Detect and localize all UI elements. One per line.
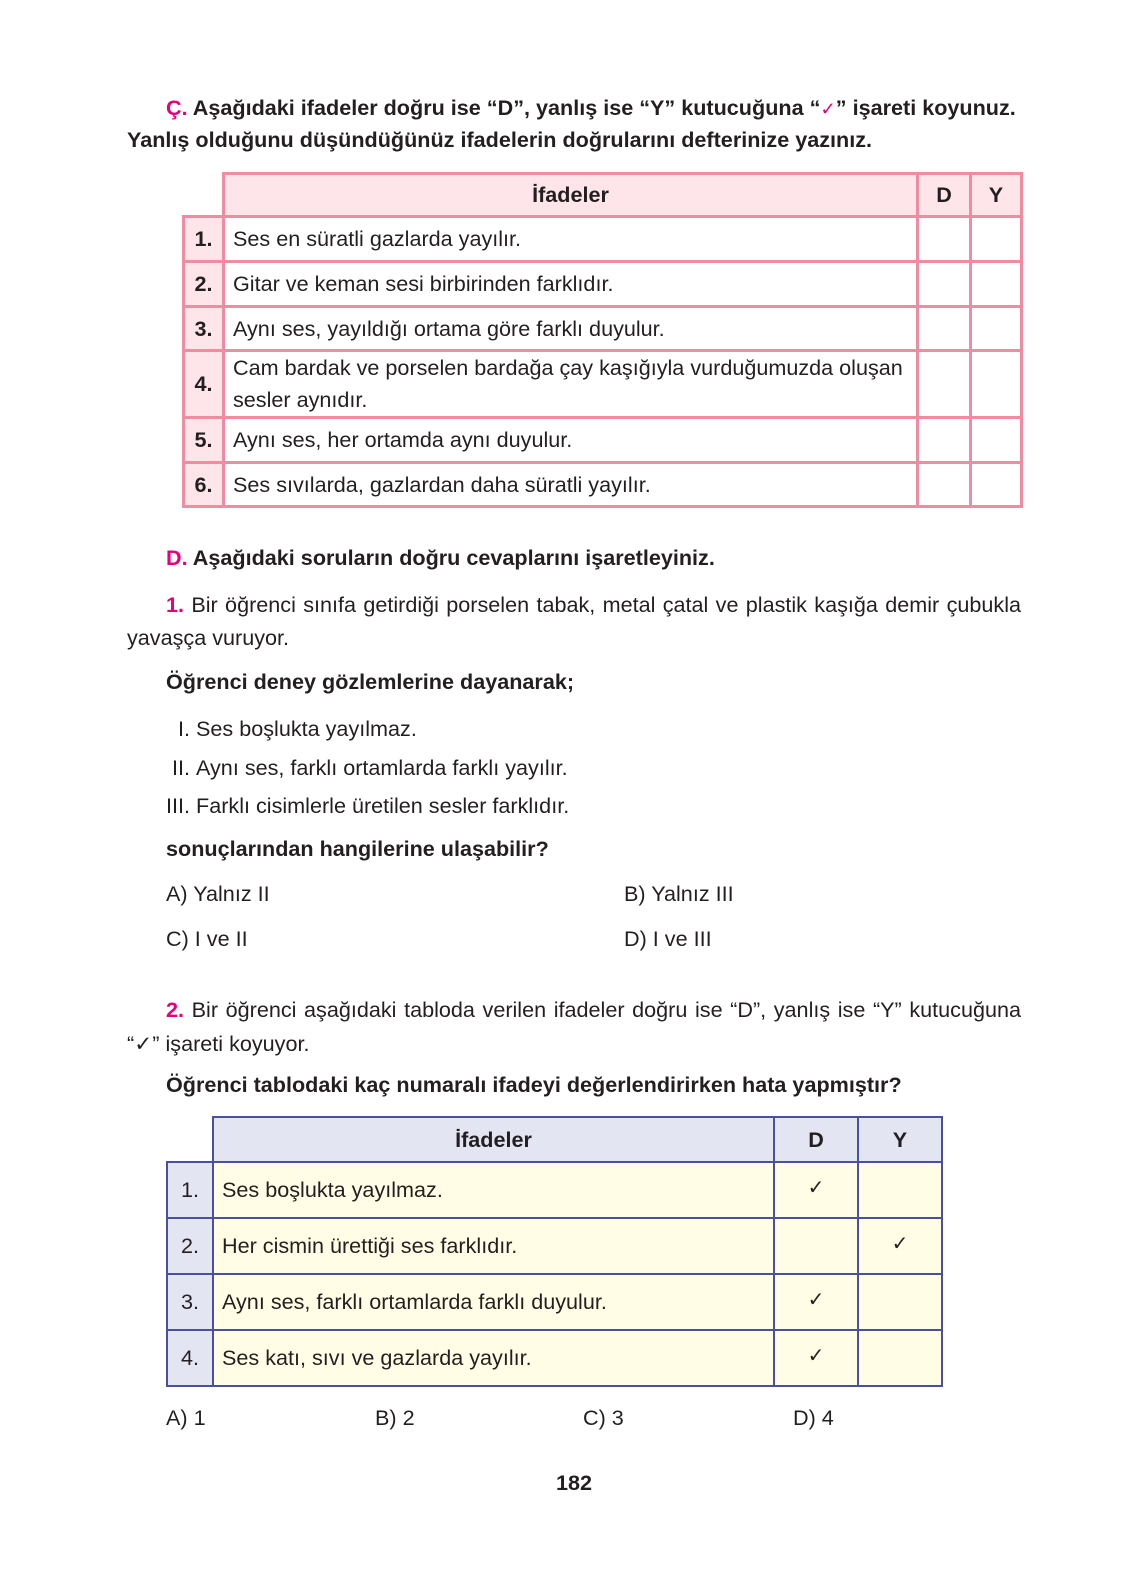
question-1-stem-line1 xyxy=(166,588,1021,621)
question-1-prompt: sonuçlarından hangilerine ulaşabilir? xyxy=(166,836,549,861)
true-false-statements-table xyxy=(182,172,1023,508)
check-mark-icon: ✓ xyxy=(774,1274,858,1330)
answer-box-d xyxy=(918,418,971,463)
answer-box-d xyxy=(918,217,971,262)
question-2-option-b: B) 2 xyxy=(375,1405,415,1430)
row-statement: Her cismin ürettiği ses farklıdır. xyxy=(213,1218,774,1274)
statement-text: Aynı ses, farklı ortamlarda farklı yayılır. xyxy=(196,755,568,780)
table1-row-2 xyxy=(184,262,1022,307)
table1-row-3 xyxy=(184,307,1022,351)
table2-header-statements: İfadeler xyxy=(213,1117,774,1162)
question-2-option-c: C) 3 xyxy=(583,1405,624,1430)
section-c-instruction-text-end: ” işareti koyunuz. xyxy=(835,95,1016,120)
check-mark-icon: ✓ xyxy=(774,1162,858,1218)
table1-row-1 xyxy=(184,217,1022,262)
question-1-option-a: A) Yalnız II xyxy=(166,881,270,906)
table1-header-row xyxy=(184,174,1022,217)
row-statement: Ses en süratli gazlarda yayılır. xyxy=(224,217,918,262)
table2-header-row xyxy=(167,1117,942,1162)
row-number: 3. xyxy=(184,307,224,351)
table2-header-y: Y xyxy=(858,1117,942,1162)
answer-box-y xyxy=(971,418,1022,463)
row-number: 4. xyxy=(167,1330,213,1386)
row-statement: Ses katı, sıvı ve gazlarda yayılır. xyxy=(213,1330,774,1386)
table1-row-6 xyxy=(184,463,1022,507)
row-statement: Gitar ve keman sesi birbirinden farklıdır. xyxy=(224,262,918,307)
row-number: 4. xyxy=(184,351,224,418)
student-answers-table xyxy=(166,1116,943,1387)
row-statement: Ses sıvılarda, gazlardan daha süratli yayılır. xyxy=(224,463,918,507)
statement-text: Farklı cisimlerle üretilen sesler farklıdır. xyxy=(196,793,570,818)
answer-box-y xyxy=(971,217,1022,262)
question-2-prompt: Öğrenci tablodaki kaç numaralı ifadeyi değerlendirirken hata yapmıştır? xyxy=(166,1072,902,1097)
section-c-instruction-text: Aşağıdaki ifadeler doğru ise “D”, yanlış ise “Y” kutucuğuna “ xyxy=(192,95,821,120)
answer-box-y xyxy=(971,307,1022,351)
question-1-stem-line2: yavaşça vuruyor. xyxy=(127,625,290,650)
check-mark-icon: ✓ xyxy=(774,1330,858,1386)
row-statement: Aynı ses, her ortamda aynı duyulur. xyxy=(224,418,918,463)
table1-corner-blank xyxy=(184,174,224,217)
row-statement: Aynı ses, farklı ortamlarda farklı duyulur. xyxy=(213,1274,774,1330)
page-number: 182 xyxy=(555,1470,593,1495)
roman-numeral: I. xyxy=(178,716,190,741)
table1-row-5 xyxy=(184,418,1022,463)
section-c-instruction-line2: Yanlış olduğunu düşündüğünüz ifadelerin doğrularını defterinize yazınız. xyxy=(127,127,873,152)
question-1-number: 1. xyxy=(166,592,185,617)
question-1-option-c: C) I ve II xyxy=(166,926,248,951)
row-statement: Cam bardak ve porselen bardağa çay kaşığıyla vurduğumuzda oluşan sesler aynıdır. xyxy=(224,351,918,418)
answer-box-d xyxy=(918,307,971,351)
check-mark-icon xyxy=(858,1330,942,1386)
check-mark-icon: ✓ xyxy=(858,1218,942,1274)
check-mark-icon: ✓ xyxy=(820,99,836,120)
row-number: 6. xyxy=(184,463,224,507)
row-number: 5. xyxy=(184,418,224,463)
table2-row-1 xyxy=(167,1162,942,1218)
question-1-option-d: D) I ve III xyxy=(624,926,712,951)
question-1-option-b: B) Yalnız III xyxy=(624,881,734,906)
roman-numeral: II. xyxy=(172,755,190,780)
question-2-number: 2. xyxy=(166,997,185,1022)
question-2-stem-line2: “✓” işareti koyuyor. xyxy=(127,1031,310,1056)
section-c-instruction-line1 xyxy=(166,91,1016,124)
question-1-statement-1 xyxy=(150,712,417,745)
section-d-instruction: Aşağıdaki soruların doğru cevaplarını işaretleyiniz. xyxy=(192,545,715,570)
question-1-statement-2 xyxy=(150,751,568,784)
question-2-stem-line1 xyxy=(166,993,1021,1026)
row-number: 1. xyxy=(167,1162,213,1218)
answer-box-d xyxy=(918,463,971,507)
answer-box-d xyxy=(918,262,971,307)
question-1-lead: Öğrenci deney gözlemlerine dayanarak; xyxy=(166,669,575,694)
row-statement: Ses boşlukta yayılmaz. xyxy=(213,1162,774,1218)
check-mark-icon xyxy=(774,1218,858,1274)
statement-text: Ses boşlukta yayılmaz. xyxy=(196,716,417,741)
question-1-stem-text: Bir öğrenci sınıfa getirdiği porselen tabak, metal çatal ve plastik kaşığa demir çubukla xyxy=(191,592,1021,617)
table2-header-d: D xyxy=(774,1117,858,1162)
row-statement: Aynı ses, yayıldığı ortama göre farklı duyulur. xyxy=(224,307,918,351)
answer-box-y xyxy=(971,463,1022,507)
table2-row-2 xyxy=(167,1218,942,1274)
row-number: 1. xyxy=(184,217,224,262)
check-mark-icon xyxy=(858,1162,942,1218)
table1-row-4 xyxy=(184,351,1022,418)
answer-box-y xyxy=(971,262,1022,307)
question-2-option-d: D) 4 xyxy=(793,1405,834,1430)
roman-numeral: III. xyxy=(166,793,190,818)
section-d-heading xyxy=(166,541,715,574)
row-number: 2. xyxy=(184,262,224,307)
table1-header-statements: İfadeler xyxy=(224,174,918,217)
question-1-statement-3 xyxy=(150,789,569,822)
question-2-stem-text: Bir öğrenci aşağıdaki tabloda verilen ifadeler doğru ise “D”, yanlış ise “Y” kutucuğuna xyxy=(191,997,1022,1022)
row-number: 3. xyxy=(167,1274,213,1330)
answer-box-d xyxy=(918,351,971,418)
section-c-label: Ç. xyxy=(166,95,188,120)
table2-corner-blank xyxy=(167,1117,213,1162)
table1-header-y: Y xyxy=(971,174,1022,217)
answer-box-y xyxy=(971,351,1022,418)
row-number: 2. xyxy=(167,1218,213,1274)
table2-row-3 xyxy=(167,1274,942,1330)
table1-header-d: D xyxy=(918,174,971,217)
section-d-label: D. xyxy=(166,545,188,570)
table2-row-4 xyxy=(167,1330,942,1386)
question-2-option-a: A) 1 xyxy=(166,1405,206,1430)
check-mark-icon xyxy=(858,1274,942,1330)
